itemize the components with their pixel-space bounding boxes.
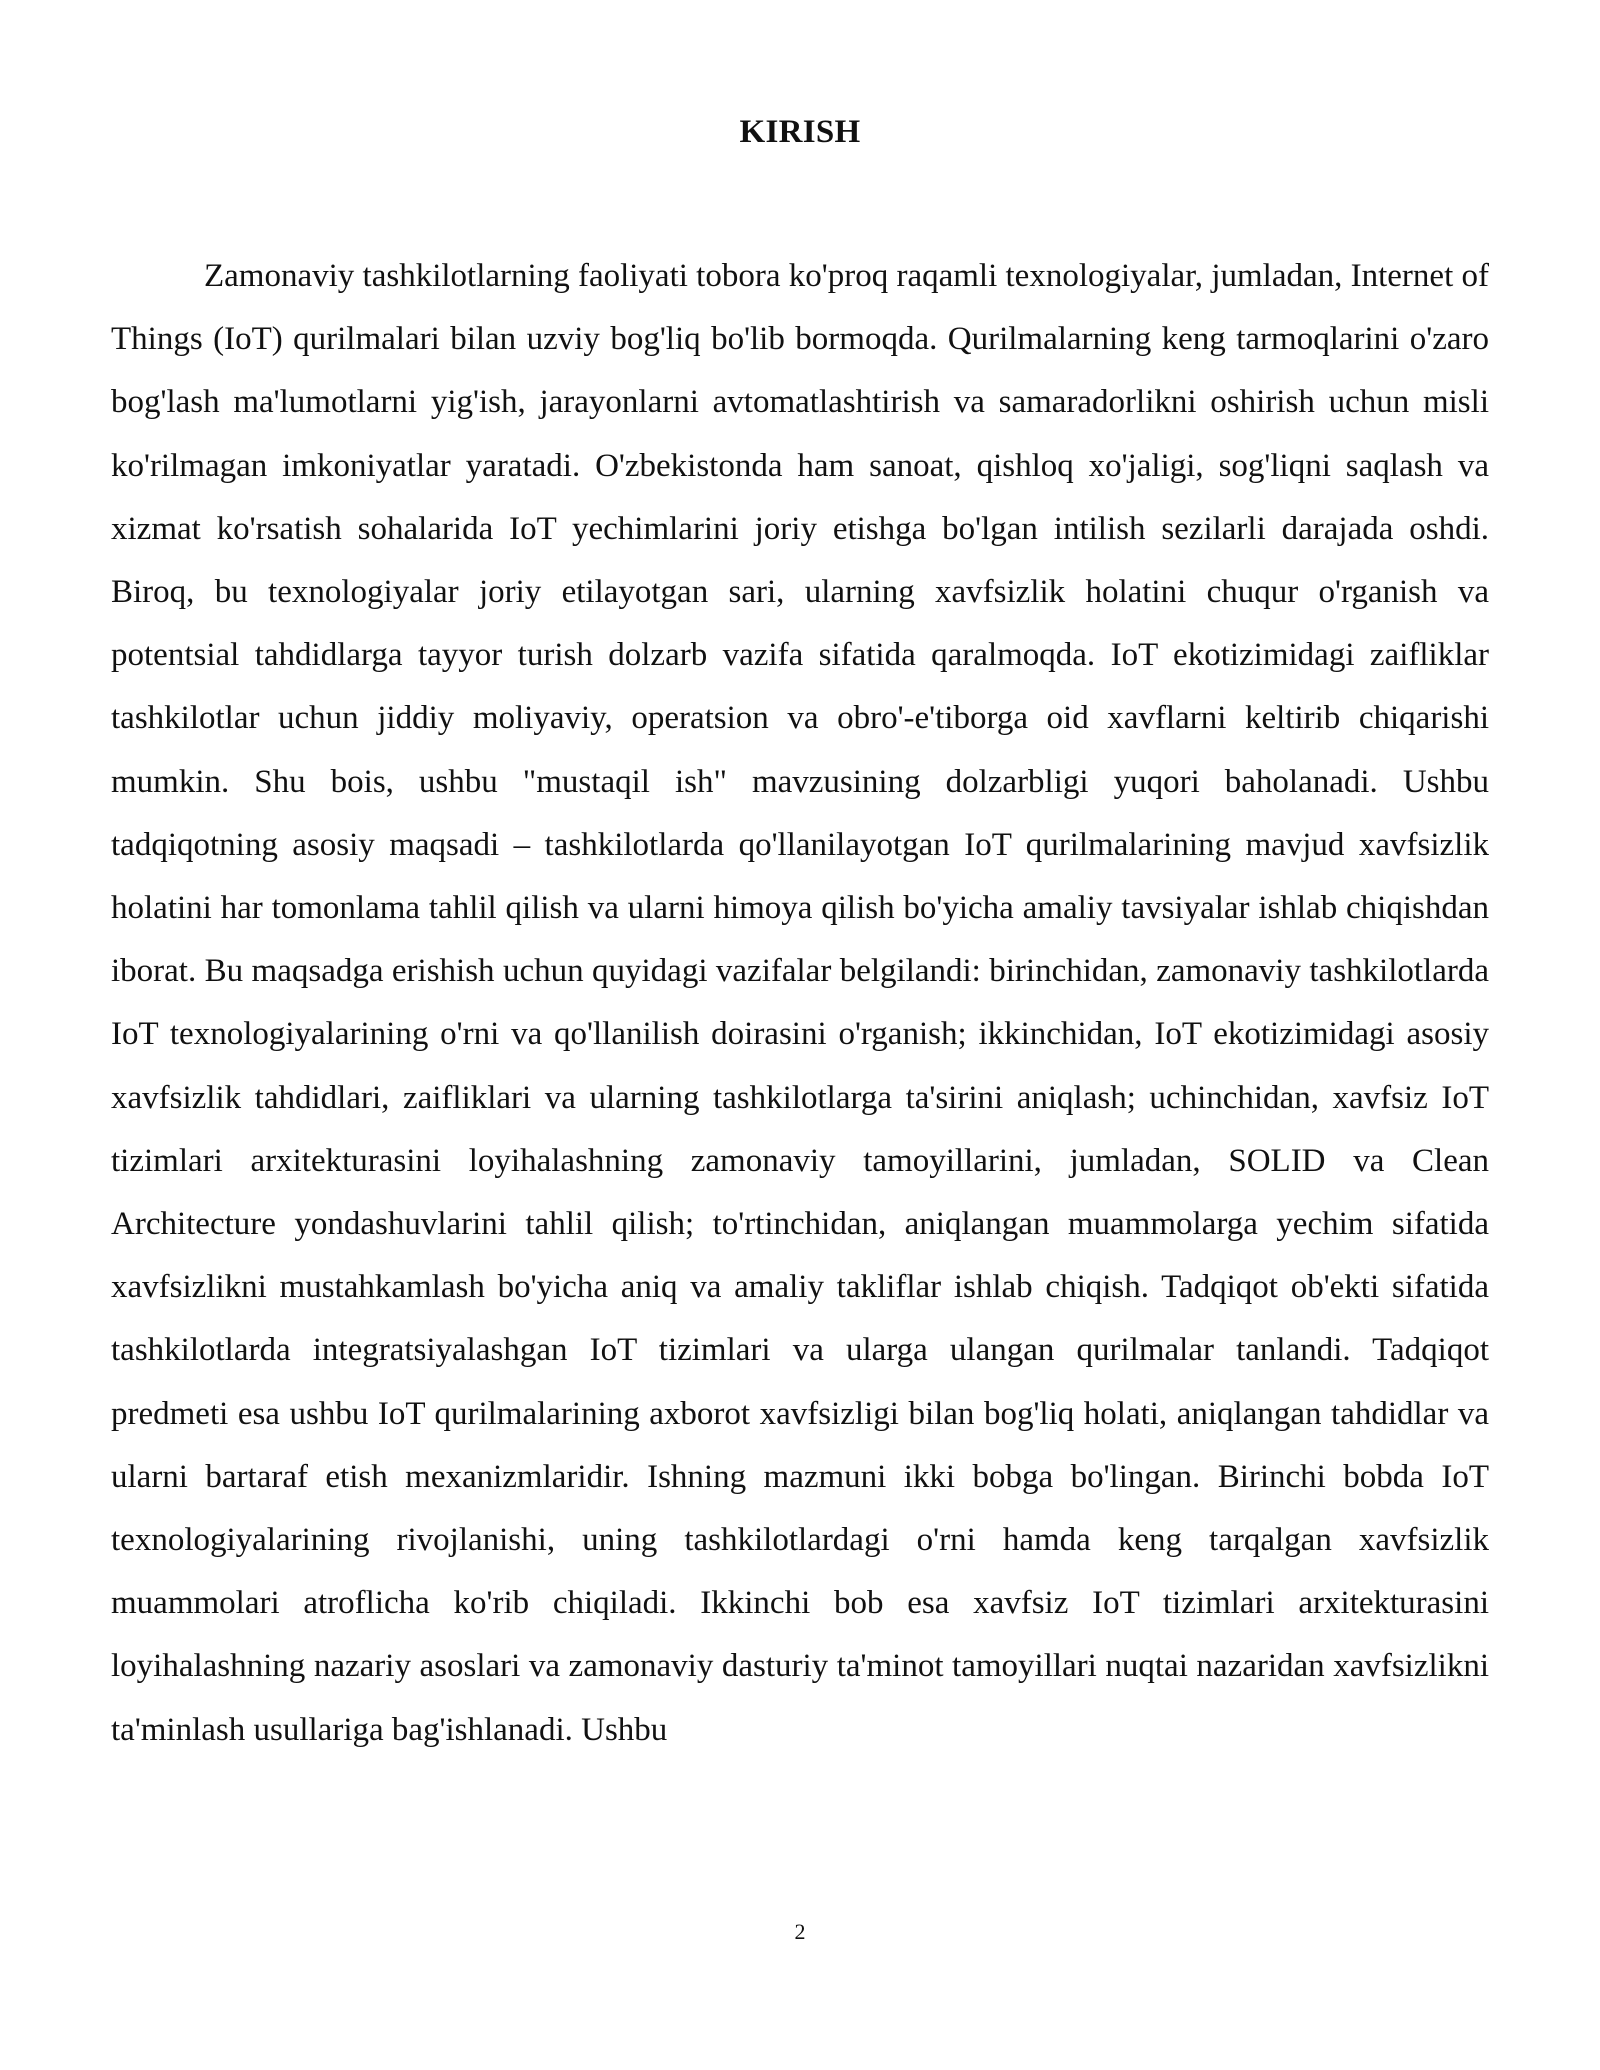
page-number: 2 — [794, 1919, 806, 1944]
page-title: KIRISH — [739, 114, 861, 150]
body-paragraph: Zamonaviy tashkilotlarning faoliyati tobora ko'proq raqamli texnologiyalar, jumladan, Internet of Things (IoT) qurilmalari bilan uzviy bog'liq bo'lib bormoqda. Qurilmalarning keng tarmoqlarini o'zaro bog'lash ma'lumotlarni yig'ish, jarayonlarni avtomatlashtirish va samaradorlikni oshirish uchun misli ko'rilmagan imkoniyatlar yaratadi. O'zbekistonda ham sanoat, qishloq xo'jaligi, sog'liqni saqlash va xizmat ko'rsatish sohalarida IoT yechimlarini joriy etishga bo'lgan intilish sezilarli darajada oshdi. Biroq, bu texnologiyalar joriy etilayotgan sari, ularning xavfsizlik holatini chuqur o'rganish va potentsial tahdidlarga tayyor turish dolzarb vazifa sifatida qaralmoqda. IoT ekotizimidagi zaifliklar tashkilotlar uchun jiddiy moliyaviy, operatsion va obro'-e'tiborga oid xavflarni keltirib chiqarishi mumkin. Shu bois, ushbu "mustaqil ish" mavzusining dolzarbligi yuqori baholanadi. Ushbu tadqiqotning asosiy maqsadi – tashkilotlarda qo'llanilayotgan IoT qurilmalarining mavjud xavfsizlik holatini har tomonlama tahlil qilish va ularni himoya qilish bo'yicha amaliy tavsiyalar ishlab chiqishdan iborat. Bu maqsadga erishish uchun quyidagi vazifalar belgilandi: birinchidan, zamonaviy tashkilotlarda IoT texnologiyalarining o'rni va qo'llanilish doirasini o'rganish; ikkinchidan, IoT ekotizimidagi asosiy xavfsizlik tahdidlari, zaifliklari va ularning tashkilotlarga ta'sirini aniqlash; uchinchidan, xavfsiz IoT tizimlari arxitekturasini loyihalashning zamonaviy tamoyillarini, jumladan, SOLID va Clean Architecture yondashuvlarini tahlil qilish; to'rtinchidan, aniqlangan muammolarga yechim sifatida xavfsizlikni mustahkamlash bo'yicha aniq va amaliy takliflar ishlab chiqish. Tadqiqot ob'ekti sifatida tashkilotlarda integratsiyalashgan IoT tizimlari va ularga ulangan qurilmalar tanlandi. Tadqiqot predmeti esa ushbu IoT qurilmalarining axborot xavfsizligi bilan bog'liq holati, aniqlangan tahdidlar va ularni bartaraf etish mexanizmlaridir. Ishning mazmuni ikki bobga bo'lingan. Birinchi bobda IoT texnologiyalarining rivojlanishi, uning tashkilotlardagi o'rni hamda keng tarqalgan xavfsizlik muammolari atroflicha ko'rib chiqiladi. Ikkinchi bob esa xavfsiz IoT tizimlari arxitekturasini loyihalashning nazariy asoslari va zamonaviy dasturiy ta'minot tamoyillari nuqtai nazaridan xavfsizlikni ta'minlash usullariga bag'ishlanadi. Ushbu — [111, 258, 1489, 1748]
